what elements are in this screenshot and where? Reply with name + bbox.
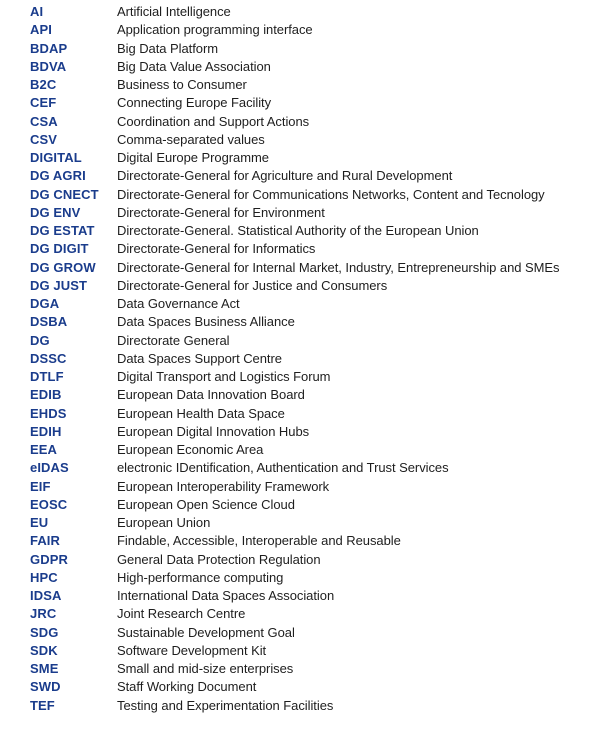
list-item	[30, 240, 600, 258]
list-item	[30, 587, 600, 605]
abbreviation-term: DGA	[30, 296, 60, 311]
abbreviation-definition: Connecting Europe Facility	[117, 95, 272, 111]
abbreviation-definition: European Economic Area	[117, 442, 264, 457]
list-item	[30, 222, 600, 240]
list-item	[30, 569, 600, 587]
list-item	[30, 678, 600, 696]
abbreviation-definition: Directorate-General for Agriculture and Rural Development	[117, 168, 453, 184]
abbreviation-definition: Big Data Value Association	[117, 58, 271, 74]
list-item	[30, 441, 600, 459]
abbreviation-term: DG ENV	[30, 204, 81, 220]
abbreviation-definition: Data Spaces Business Alliance	[117, 314, 295, 330]
abbreviation-term: EIF	[30, 478, 51, 494]
list-item	[30, 624, 600, 642]
abbreviation-definition: Digital Transport and Logistics Forum	[117, 369, 331, 384]
abbreviation-definition: Directorate-General for Justice and Consumers	[117, 277, 388, 293]
abbreviation-definition: Big Data Platform	[117, 40, 219, 56]
abbreviation-term: EU	[30, 515, 49, 530]
abbreviation-term: eIDAS	[30, 460, 69, 476]
list-item	[30, 660, 600, 678]
list-item	[30, 551, 600, 569]
list-item	[30, 94, 600, 112]
abbreviation-term: DG GROW	[30, 259, 96, 275]
abbreviation-term: DG JUST	[30, 277, 88, 293]
abbreviation-term: DSBA	[30, 314, 68, 330]
list-item	[30, 186, 600, 204]
abbreviation-term: DG ESTAT	[30, 223, 95, 238]
abbreviation-term: FAIR	[30, 533, 61, 549]
list-item	[30, 332, 600, 350]
list-item	[30, 149, 600, 167]
list-item	[30, 514, 600, 532]
abbreviation-term: BDAP	[30, 40, 68, 56]
abbreviation-definition: Digital Europe Programme	[117, 150, 269, 165]
abbreviation-definition: Sustainable Development Goal	[117, 624, 295, 640]
abbreviation-term: SDG	[30, 624, 59, 640]
abbreviation-definition: Directorate General	[117, 332, 230, 348]
list-item	[30, 697, 600, 715]
abbreviation-definition: Application programming interface	[117, 22, 313, 38]
abbreviation-definition: Directorate-General for Environment	[117, 204, 325, 220]
abbreviation-definition: Artificial Intelligence	[117, 4, 231, 19]
abbreviation-term: HPC	[30, 569, 58, 585]
abbreviation-term: GDPR	[30, 551, 68, 567]
abbreviation-term: IDSA	[30, 588, 62, 603]
list-item	[30, 3, 600, 21]
abbreviation-term: B2C	[30, 77, 57, 92]
abbreviation-definition: Small and mid-size enterprises	[117, 661, 294, 676]
abbreviation-definition: Data Spaces Support Centre	[117, 350, 282, 366]
abbreviation-definition: General Data Protection Regulation	[117, 551, 321, 567]
list-item	[30, 295, 600, 313]
list-item	[30, 386, 600, 404]
list-item	[30, 313, 600, 331]
abbreviation-definition: European Digital Innovation Hubs	[117, 423, 310, 439]
abbreviation-definition: Directorate-General for Communications Networks, Content and Tecnology	[117, 186, 545, 202]
abbreviation-term: DG	[30, 332, 50, 348]
abbreviation-term: CSA	[30, 113, 58, 129]
list-item	[30, 131, 600, 149]
abbreviation-term: EEA	[30, 442, 58, 457]
list-item	[30, 76, 600, 94]
abbreviation-definition: Directorate-General for Informatics	[117, 241, 316, 257]
abbreviation-term: DSSC	[30, 350, 67, 366]
abbreviation-term: DIGITAL	[30, 150, 82, 165]
list-item	[30, 605, 600, 623]
abbreviation-definition: High-performance computing	[117, 569, 284, 585]
abbreviation-definition: European Health Data Space	[117, 405, 285, 421]
abbreviation-term: DTLF	[30, 369, 64, 384]
abbreviation-term: SWD	[30, 679, 61, 695]
abbreviation-definition: Comma-separated values	[117, 131, 265, 147]
list-item	[30, 40, 600, 58]
abbreviation-term: EHDS	[30, 405, 67, 421]
abbreviation-term: CEF	[30, 95, 57, 111]
abbreviation-term: API	[30, 22, 52, 38]
abbreviation-term: DG CNECT	[30, 186, 99, 202]
abbreviation-definition: International Data Spaces Association	[117, 588, 335, 603]
abbreviation-definition: Business to Consumer	[117, 77, 247, 92]
list-item	[30, 368, 600, 386]
abbreviation-definition: Directorate-General for Internal Market, Industry, Entrepreneurship and SMEs	[117, 259, 560, 275]
list-item	[30, 204, 600, 222]
abbreviation-definition: Software Development Kit	[117, 642, 267, 658]
abbreviation-term: AI	[30, 4, 44, 19]
abbreviation-definition: Directorate-General. Statistical Authority of the European Union	[117, 223, 479, 238]
abbreviation-definition: Data Governance Act	[117, 296, 240, 311]
list-item	[30, 277, 600, 295]
abbreviation-term: JRC	[30, 606, 57, 622]
abbreviation-definition: European Data Innovation Board	[117, 387, 305, 403]
list-item	[30, 496, 600, 514]
list-item	[30, 478, 600, 496]
list-item	[30, 405, 600, 423]
abbreviation-term: EDIB	[30, 387, 62, 403]
abbreviation-term: SME	[30, 661, 59, 676]
list-item	[30, 58, 600, 76]
abbreviation-definition: Testing and Experimentation Facilities	[117, 697, 334, 713]
abbreviation-term: CSV	[30, 131, 58, 147]
list-item	[30, 167, 600, 185]
list-item	[30, 459, 600, 477]
list-item	[30, 21, 600, 39]
abbreviation-term: EOSC	[30, 496, 68, 512]
list-item	[30, 423, 600, 441]
abbreviation-term: TEF	[30, 697, 55, 713]
abbreviation-definition: European Interoperability Framework	[117, 478, 330, 494]
list-item	[30, 532, 600, 550]
abbreviation-definition: Staff Working Document	[117, 679, 257, 695]
abbreviation-term: EDIH	[30, 423, 62, 439]
abbreviation-definition: Joint Research Centre	[117, 606, 246, 622]
list-item	[30, 113, 600, 131]
list-item	[30, 350, 600, 368]
abbreviation-definition: Coordination and Support Actions	[117, 113, 310, 129]
abbreviation-term: DG DIGIT	[30, 241, 89, 257]
list-item	[30, 642, 600, 660]
abbreviation-definition: Findable, Accessible, Interoperable and Reusable	[117, 533, 401, 549]
abbreviation-term: SDK	[30, 642, 58, 658]
abbreviation-term: DG AGRI	[30, 168, 86, 184]
abbreviation-definition: European Open Science Cloud	[117, 496, 295, 512]
list-item	[30, 259, 600, 277]
abbreviation-definition: electronic IDentification, Authentication and Trust Services	[117, 460, 449, 476]
abbreviation-term: BDVA	[30, 58, 67, 74]
abbreviations-list	[30, 3, 600, 715]
abbreviation-definition: European Union	[117, 515, 211, 530]
